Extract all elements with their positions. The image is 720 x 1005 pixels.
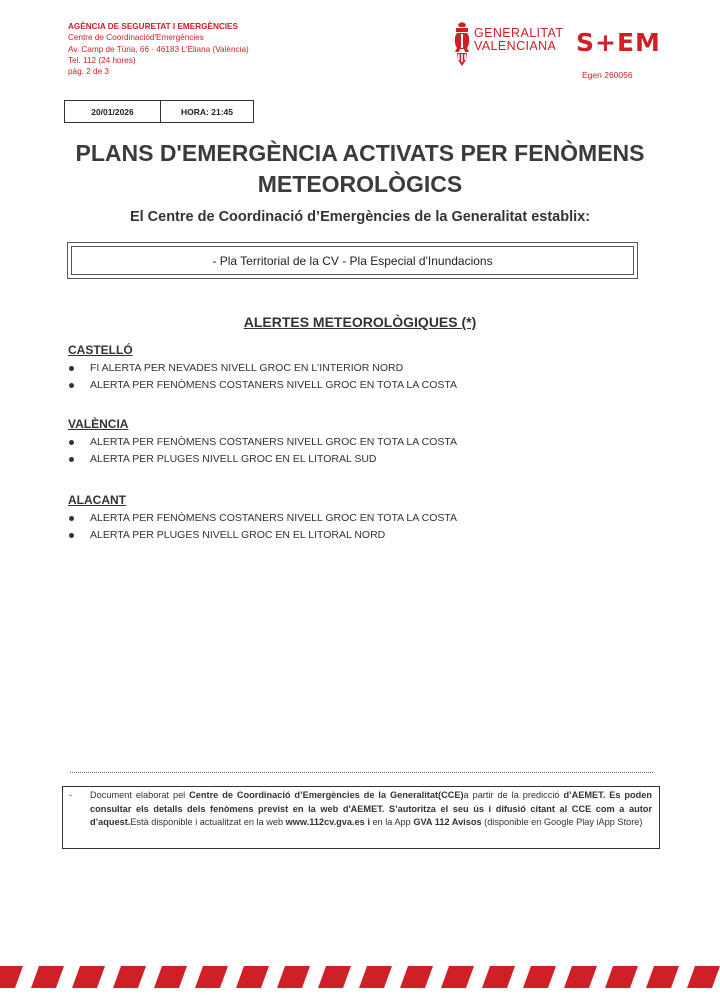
gv-line2: VALENCIANA xyxy=(474,39,557,53)
alert-list xyxy=(68,510,658,544)
egen-code: Egen 260056 xyxy=(582,70,633,80)
alert-text: ALERTA PER FENÒMENS COSTANERS NIVELL GROC EN TOTA LA COSTA xyxy=(90,512,458,524)
footer-b2: d’AEMET. Es poden consultar els detalls dels fenòmens previst en la web d'AEMET. S’autoritza el seu ús i difusió citant al CCE com a autor d’aquest. xyxy=(90,790,652,828)
alert-text: ALERTA PER FENÒMENS COSTANERS NIVELL GROC EN TOTA LA COSTA xyxy=(90,436,458,448)
footer-note-box xyxy=(62,786,660,849)
stripe-segment xyxy=(482,966,515,988)
bullet-icon xyxy=(69,440,74,445)
red-stripe-decoration xyxy=(0,966,720,988)
agency-phone: Tel. 112 (24 hores) xyxy=(68,55,136,65)
bullet-icon xyxy=(69,533,74,538)
stripe-segment xyxy=(441,966,474,988)
generalitat-wordmark xyxy=(474,27,563,53)
gv-line1: GENERALITAT xyxy=(474,26,564,40)
stripe-segment xyxy=(687,966,720,988)
region-name: VALÈNCIA xyxy=(68,417,129,431)
bullet-icon xyxy=(69,457,74,462)
title-line2: METEOROLÒGICS xyxy=(257,171,463,197)
alert-text: ALERTA PER PLUGES NIVELL GROC EN EL LITORAL SUD xyxy=(90,453,377,465)
stripe-segment xyxy=(195,966,228,988)
bullet-icon xyxy=(69,516,74,521)
footer-t1: Document elaborat pel xyxy=(90,790,190,800)
stripe-segment xyxy=(154,966,187,988)
region-alacant xyxy=(68,492,658,544)
alert-text: FI ALERTA PER NEVADES NIVELL GROC EN L'INTERIOR NORD xyxy=(90,362,404,374)
list-item xyxy=(68,451,658,468)
list-item xyxy=(68,527,658,544)
active-plans-box xyxy=(67,242,638,279)
list-item xyxy=(68,434,658,451)
footer-b1: Centre de Coordinació d’Emergències de la Generalitat(CCE) xyxy=(189,790,464,800)
footer-t5: (disponible en Google Play iApp Store) xyxy=(481,817,643,828)
region-name: CASTELLÓ xyxy=(68,343,133,357)
footer-app-name: GVA 112 Avisos xyxy=(413,817,482,828)
stripe-segment xyxy=(605,966,638,988)
date-cell: 20/01/2026 xyxy=(65,101,161,122)
list-item xyxy=(68,510,658,527)
list-item xyxy=(68,377,658,394)
footer-t3: Està disponible i actualitzat en la web xyxy=(130,817,286,828)
stripe-segment xyxy=(523,966,556,988)
region-name: ALACANT xyxy=(68,493,126,507)
stripe-segment xyxy=(564,966,597,988)
bullet-icon xyxy=(69,366,74,371)
page-subtitle: El Centre de Coordinació d’Emergències de la Generalitat establix: xyxy=(129,209,591,225)
datetime-box xyxy=(64,100,254,123)
stripe-segment xyxy=(72,966,105,988)
stripe-segment xyxy=(236,966,269,988)
bullet-icon xyxy=(69,383,74,388)
alert-list xyxy=(68,360,658,394)
footer-divider xyxy=(70,772,653,773)
page-number: pàg. 2 de 3 xyxy=(68,67,109,77)
sem-logo: S+EM xyxy=(576,28,661,57)
alerts-heading: ALERTES METEOROLÒGIQUES (*) xyxy=(243,314,477,330)
stripe-segment xyxy=(31,966,64,988)
agency-address: Av. Camp de Túria, 66 · 46183 L'Eliana (València) xyxy=(68,44,249,54)
stripe-segment xyxy=(0,966,23,988)
agency-centre: Centre de Coordinaciód'Emergències xyxy=(68,33,204,43)
agency-title: AGÈNCIA DE SEGURETAT I EMERGÈNCIES xyxy=(68,22,238,31)
stripe-segment xyxy=(113,966,146,988)
page-title xyxy=(60,138,660,200)
alert-list xyxy=(68,434,658,468)
stripe-segment xyxy=(646,966,679,988)
region-castello xyxy=(68,342,658,394)
stripe-segment xyxy=(400,966,433,988)
region-valencia xyxy=(68,416,658,468)
footer-t4: en la App xyxy=(369,817,414,828)
alert-text: ALERTA PER FENÒMENS COSTANERS NIVELL GROC EN TOTA LA COSTA xyxy=(90,379,458,391)
alert-text: ALERTA PER PLUGES NIVELL GROC EN EL LITORAL NORD xyxy=(90,529,386,541)
time-cell: HORA: 21:45 xyxy=(181,106,233,117)
stripe-segment xyxy=(359,966,392,988)
title-line1: PLANS D'EMERGÈNCIA ACTIVATS PER FENÒMENS xyxy=(75,140,645,166)
agency-header xyxy=(68,21,249,77)
stripe-segment xyxy=(277,966,310,988)
footer-website-link[interactable]: www.112cv.gva.es i xyxy=(285,817,370,828)
footer-note xyxy=(90,789,652,830)
active-plans-text: - Pla Territorial de la CV - Pla Especial d'Inundacions xyxy=(71,246,634,275)
footer-t2: a partir de la predicció xyxy=(463,790,564,800)
stripe-segment xyxy=(318,966,351,988)
footer-dash: - xyxy=(69,790,72,800)
list-item xyxy=(68,360,658,377)
